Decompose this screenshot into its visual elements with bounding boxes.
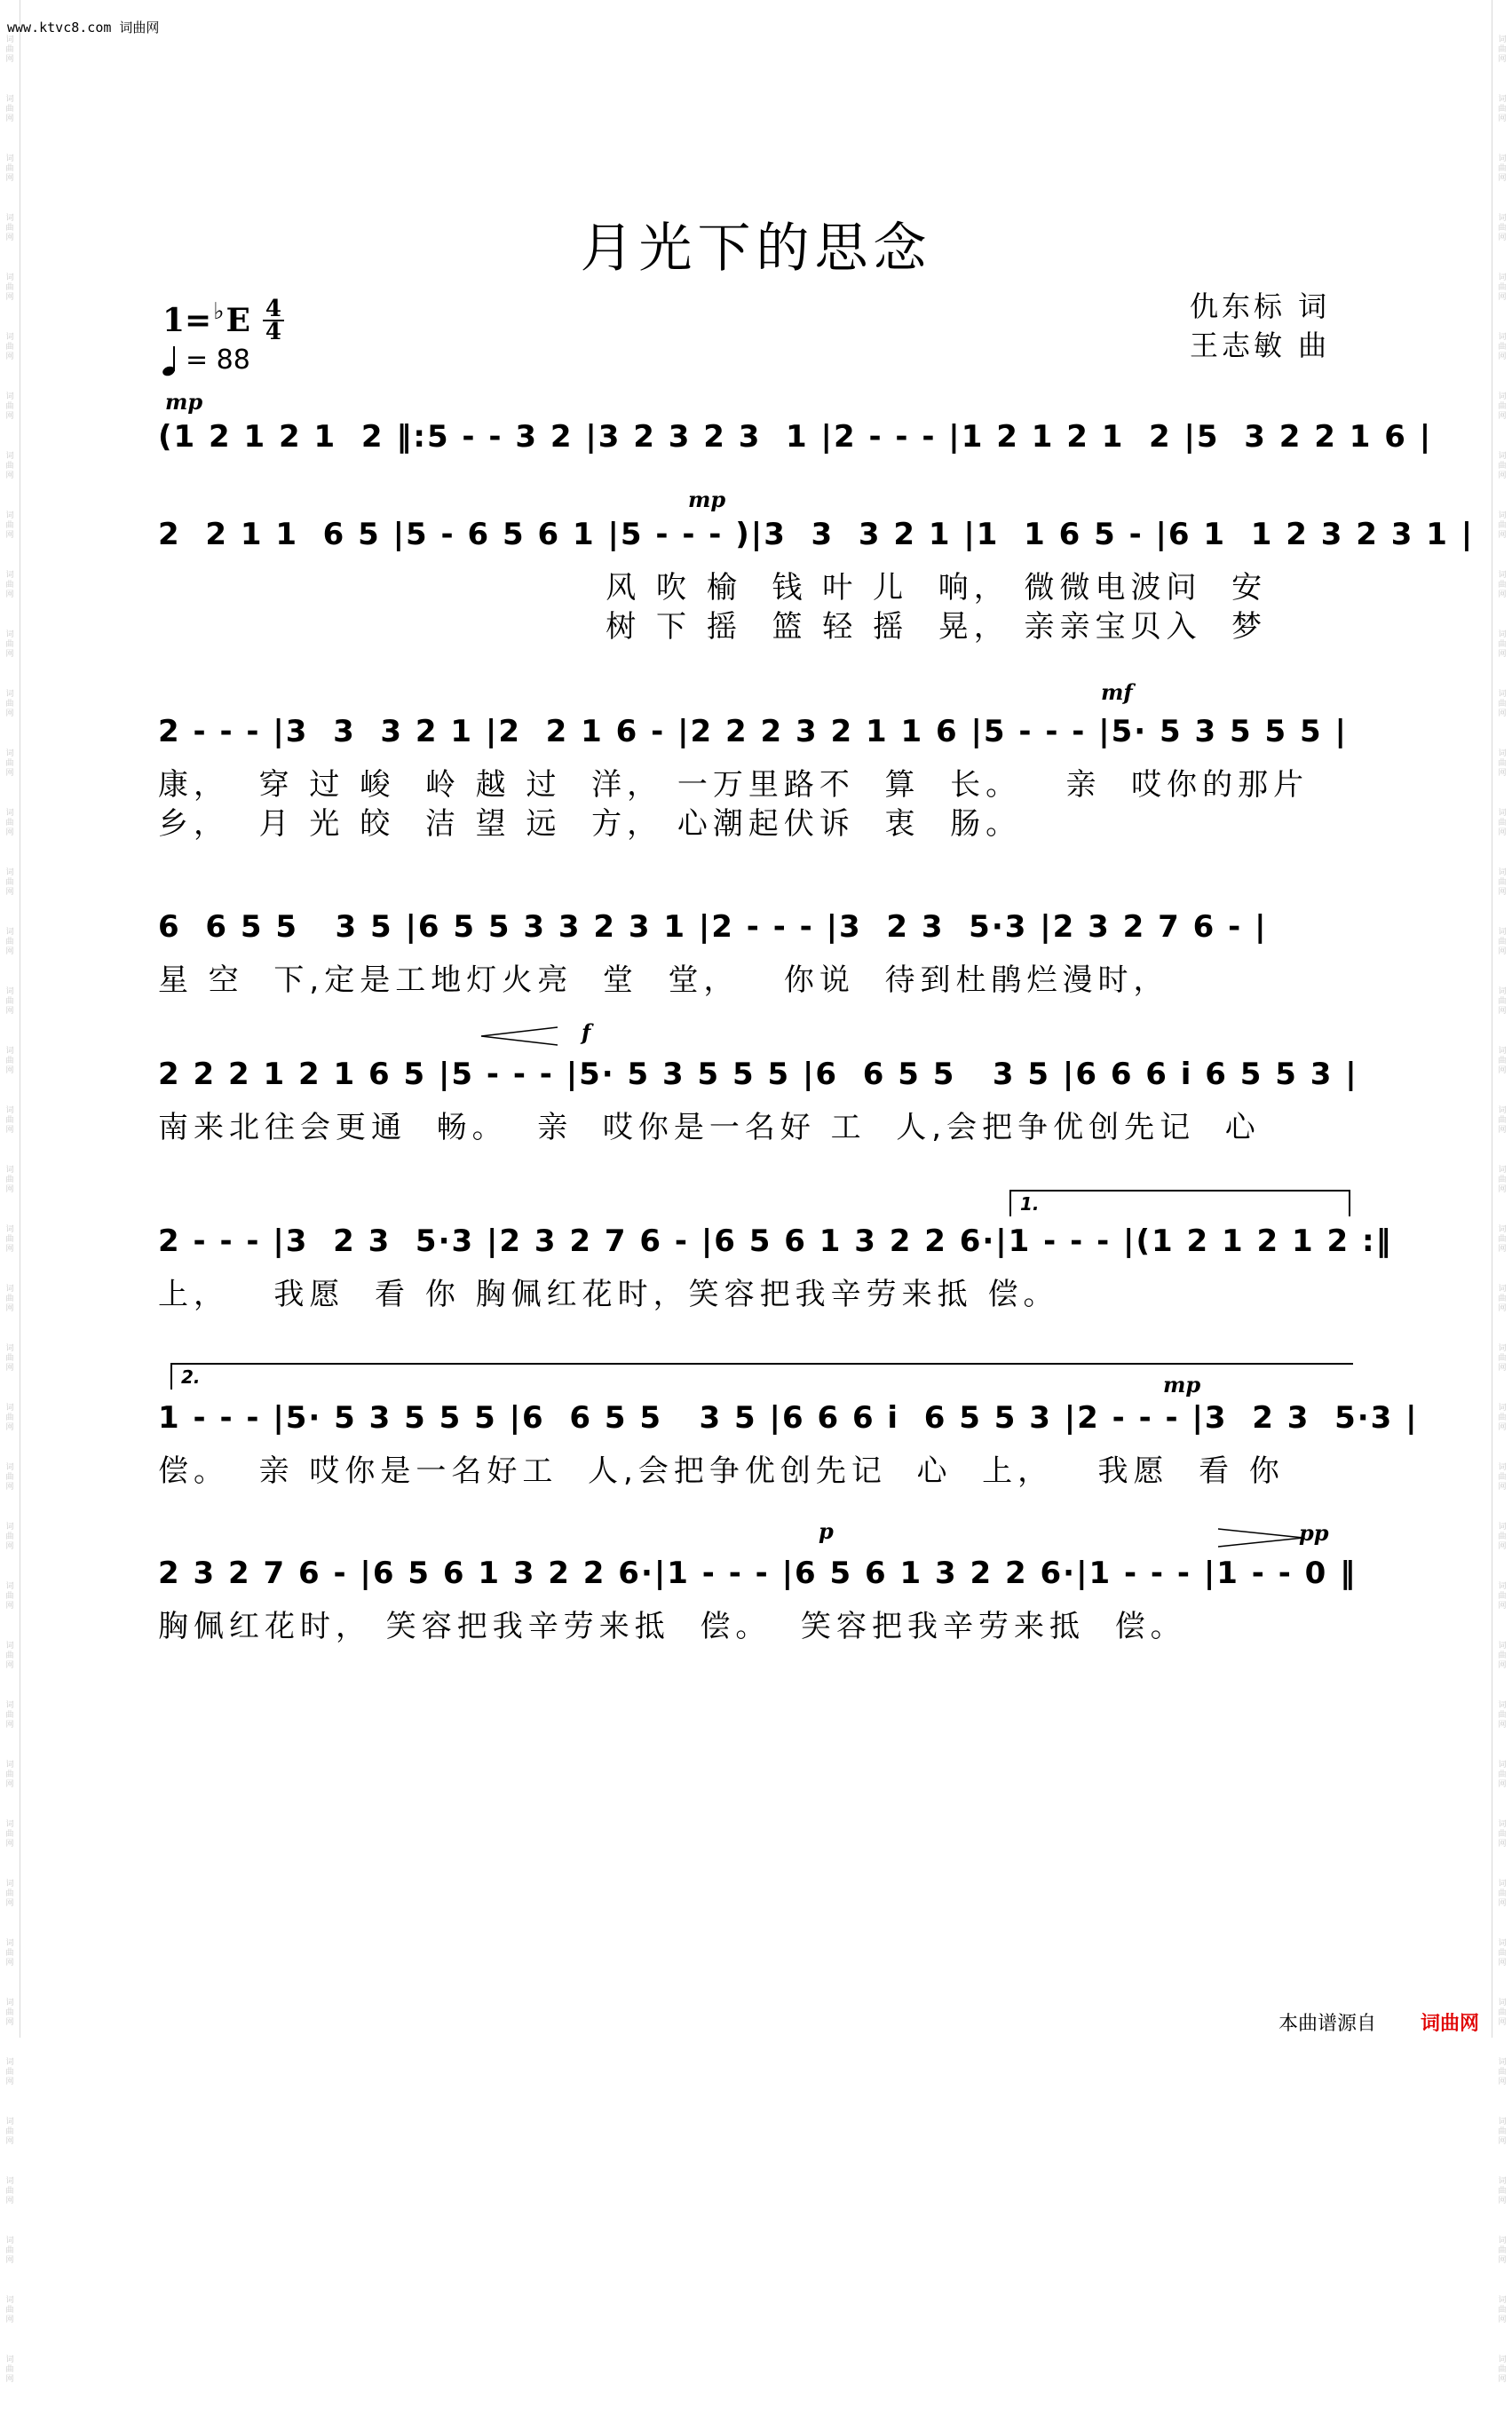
watermark-text: 词曲网 xyxy=(5,1285,14,1313)
watermark-text: 词曲网 xyxy=(5,1523,14,1551)
score-system-6 xyxy=(158,1223,1393,1314)
watermark-text: 词曲网 xyxy=(1498,1820,1507,1849)
score-system-8 xyxy=(158,1556,1358,1646)
lyric-line: 偿。 亲 哎你是一名好工 人,会把争优创先记 心 上， 我愿 看 你 xyxy=(158,1453,1285,1489)
watermark-text: 词曲网 xyxy=(5,1642,14,1670)
watermark-text: 词曲网 xyxy=(1498,1404,1507,1432)
watermark-text: 词曲网 xyxy=(5,868,14,897)
notation-line: 2 - - - |3 3 3 2 1 |2 2 1 6 - |2 2 2 3 2 1 1 6 |5 - - - |5· 5 3 5 5 5 | xyxy=(158,714,1348,749)
notation-line: 1 - - - |5· 5 3 5 5 5 |6 6 5 5 3 5 |6 6 6 i 6 5 5 3 |2 - - - |3 2 3 5·3 | xyxy=(158,1400,1419,1436)
watermark-text: 词曲网 xyxy=(5,2237,14,2265)
second-ending-bracket xyxy=(170,1363,1353,1390)
watermark-text: 词曲网 xyxy=(1498,987,1507,1016)
watermark-text: 词曲网 xyxy=(5,2177,14,2205)
second-ending-label: 2. xyxy=(181,1366,201,1388)
score-system-2 xyxy=(158,517,1475,646)
watermark-text: 词曲网 xyxy=(1498,2058,1507,2086)
time-signature-bottom: 4 xyxy=(265,319,281,345)
lyric-line: 胸佩红花时， 笑容把我辛劳来抵 偿。 笑容把我辛劳来抵 偿。 xyxy=(158,1609,1186,1644)
watermark-text: 词曲网 xyxy=(1498,749,1507,778)
watermark-text: 词曲网 xyxy=(1498,214,1507,242)
watermark-text: 词曲网 xyxy=(5,452,14,480)
watermark-text: 词曲网 xyxy=(5,1761,14,1789)
watermark-text: 词曲网 xyxy=(1498,452,1507,480)
notation-line: 2 3 2 7 6 - |6 5 6 1 3 2 2 6·|1 - - - |6 5 6 1 3 2 2 6·|1 - - - |1 - - 0 ‖ xyxy=(158,1556,1358,1591)
lyricist-credit: 仇东标 词 xyxy=(1190,289,1331,323)
dynamic-mark: mp xyxy=(688,487,726,512)
watermark-text: 词曲网 xyxy=(1498,1701,1507,1730)
watermark-text: 词曲网 xyxy=(5,2058,14,2086)
watermark-text: 词曲网 xyxy=(1498,1285,1507,1313)
notation-line: 2 2 2 1 2 1 6 5 |5 - - - |5· 5 3 5 5 5 |6 6 5 5 3 5 |6 6 6 i 6 5 5 3 | xyxy=(158,1057,1358,1092)
lyric-line: 星 空 下,定是工地灯火亮 堂 堂， 你说 待到杜鹃烂漫时， xyxy=(158,962,1169,998)
watermark-text: 词曲网 xyxy=(1498,36,1507,64)
lyric-line-verse-1: 风 吹 榆 钱 叶 儿 响， 微微电波问 安 xyxy=(158,570,1268,606)
watermark-text: 词曲网 xyxy=(5,1999,14,2027)
watermark-text: 词曲网 xyxy=(1498,2237,1507,2265)
watermark-text: 词曲网 xyxy=(5,95,14,123)
lyric-line-verse-2: 乡， 月 光 皎 洁 望 远 方， 心潮起伏诉 衷 肠。 xyxy=(158,806,1022,842)
watermark-text: 词曲网 xyxy=(1498,1999,1507,2027)
crescendo-hairpin xyxy=(479,1025,559,1047)
watermark-text: 词曲网 xyxy=(1498,630,1507,659)
decrescendo-hairpin xyxy=(1216,1527,1305,1548)
watermark-text: 词曲网 xyxy=(1498,690,1507,718)
watermark-text: 词曲网 xyxy=(5,1404,14,1432)
watermark-text: 词曲网 xyxy=(1498,2177,1507,2205)
site-header: www.ktvc8.com 词曲网 xyxy=(7,20,160,36)
watermark-text: 词曲网 xyxy=(5,571,14,599)
dynamic-mark: p xyxy=(819,1518,834,1544)
footer-site-logo: 词曲网 xyxy=(1421,2013,1480,2035)
watermark-text: 词曲网 xyxy=(1498,809,1507,837)
quarter-note-icon xyxy=(162,345,180,376)
watermark-text: 词曲网 xyxy=(1498,273,1507,302)
first-ending-bracket xyxy=(1009,1190,1350,1216)
watermark-text: 词曲网 xyxy=(5,1880,14,1908)
watermark-text: 词曲网 xyxy=(5,1344,14,1373)
score-system-4 xyxy=(158,909,1353,1000)
watermark-text: 词曲网 xyxy=(1498,2296,1507,2324)
watermark-text: 词曲网 xyxy=(5,2118,14,2146)
watermark-text: 词曲网 xyxy=(5,392,14,421)
notation-line: 2 2 1 1 6 5 |5 - 6 5 6 1 |5 - - - )|3 3 3 2 1 |1 1 6 5 - |6 1 1 2 3 2 3 1 | xyxy=(158,517,1475,552)
watermark-text: 词曲网 xyxy=(1498,154,1507,183)
notation-line: 2 - - - |3 2 3 5·3 |2 3 2 7 6 - |6 5 6 1 3 2 2 6·|1 - - - |(1 2 1 2 1 2 :‖ xyxy=(158,1223,1393,1259)
lyric-line-verse-2: 树 下 摇 篮 轻 摇 晃， 亲亲宝贝入 梦 xyxy=(158,609,1268,645)
watermark-text: 词曲网 xyxy=(5,1820,14,1849)
watermark-text: 词曲网 xyxy=(1498,868,1507,897)
watermark-text: 词曲网 xyxy=(1498,511,1507,540)
watermark-text: 词曲网 xyxy=(1498,1047,1507,1075)
watermark-text: 词曲网 xyxy=(1498,1939,1507,1968)
watermark-text: 词曲网 xyxy=(1498,333,1507,361)
dynamic-mark: mf xyxy=(1101,679,1133,705)
time-signature-top: 4 xyxy=(265,296,281,322)
watermark-text: 词曲网 xyxy=(5,1047,14,1075)
watermark-text: 词曲网 xyxy=(1498,1344,1507,1373)
watermark-text: 词曲网 xyxy=(1498,2356,1507,2384)
watermark-text: 词曲网 xyxy=(1498,1225,1507,1254)
watermark-text: 词曲网 xyxy=(5,333,14,361)
watermark-text: 词曲网 xyxy=(5,928,14,956)
lyric-line: 上， 我愿 看 你 胸佩红花时，笑容把我辛劳来抵 偿。 xyxy=(158,1277,1059,1312)
dynamic-mark: pp xyxy=(1299,1520,1329,1546)
right-watermark-strip xyxy=(1492,0,1512,2384)
watermark-text: 词曲网 xyxy=(5,1225,14,1254)
watermark-text: 词曲网 xyxy=(5,1106,14,1135)
watermark-text: 词曲网 xyxy=(5,1166,14,1194)
watermark-text: 词曲网 xyxy=(1498,1642,1507,1670)
watermark-text: 词曲网 xyxy=(5,987,14,1016)
watermark-text: 词曲网 xyxy=(5,511,14,540)
notation-line: 6 6 5 5 3 5 |6 5 5 3 3 2 3 1 |2 - - - |3 2 3 5·3 |2 3 2 7 6 - | xyxy=(158,909,1268,945)
key-letter: E xyxy=(226,302,250,339)
watermark-text: 词曲网 xyxy=(1498,2118,1507,2146)
watermark-text: 词曲网 xyxy=(1498,1523,1507,1551)
score-system-1 xyxy=(158,419,1433,455)
composer-credit: 王志敏 曲 xyxy=(1190,329,1331,362)
watermark-text: 词曲网 xyxy=(5,214,14,242)
watermark-text: 词曲网 xyxy=(5,154,14,183)
watermark-text: 词曲网 xyxy=(5,1701,14,1730)
watermark-text: 词曲网 xyxy=(1498,571,1507,599)
watermark-text: 词曲网 xyxy=(5,1582,14,1611)
watermark-text: 词曲网 xyxy=(5,1463,14,1492)
watermark-text: 词曲网 xyxy=(5,2356,14,2384)
watermark-text: 词曲网 xyxy=(5,630,14,659)
score-system-3 xyxy=(158,714,1353,843)
watermark-text: 词曲网 xyxy=(5,36,14,64)
left-watermark-strip xyxy=(0,0,20,2384)
dynamic-mark: f xyxy=(582,1019,591,1045)
footer-source-text: 本曲谱源自 xyxy=(1278,2013,1377,2035)
key-signature xyxy=(162,298,284,343)
watermark-text: 词曲网 xyxy=(5,1939,14,1968)
song-title: 月光下的思念 xyxy=(580,218,932,280)
watermark-text: 词曲网 xyxy=(1498,928,1507,956)
score-system-5 xyxy=(158,1057,1358,1147)
watermark-text: 词曲网 xyxy=(5,273,14,302)
watermark-text: 词曲网 xyxy=(5,690,14,718)
watermark-text: 词曲网 xyxy=(5,749,14,778)
tempo-value: = 88 xyxy=(186,344,250,376)
watermark-text: 词曲网 xyxy=(5,809,14,837)
watermark-text: 词曲网 xyxy=(1498,1761,1507,1789)
watermark-text: 词曲网 xyxy=(1498,95,1507,123)
watermark-text: 词曲网 xyxy=(1498,1880,1507,1908)
watermark-text: 词曲网 xyxy=(1498,1463,1507,1492)
lyric-line: 南来北往会更通 畅。 亲 哎你是一名好 工 人,会把争优创先记 心 xyxy=(158,1110,1261,1145)
dynamic-mark: mp xyxy=(1163,1372,1201,1398)
first-ending-label: 1. xyxy=(1020,1193,1040,1215)
key-prefix: 1= xyxy=(162,302,212,339)
time-signature xyxy=(263,298,284,343)
score-system-7 xyxy=(158,1400,1419,1491)
dynamic-mark: mp xyxy=(165,389,203,415)
watermark-text: 词曲网 xyxy=(5,2296,14,2324)
tempo-marking xyxy=(162,344,250,376)
flat-icon: ♭ xyxy=(213,298,225,325)
lyric-line-verse-1: 康， 穿 过 峻 岭 越 过 洋， 一万里路不 算 长。 亲 哎你的那片 xyxy=(158,767,1310,803)
watermark-text: 词曲网 xyxy=(1498,1166,1507,1194)
watermark-text: 词曲网 xyxy=(1498,1106,1507,1135)
watermark-text: 词曲网 xyxy=(1498,392,1507,421)
watermark-text: 词曲网 xyxy=(1498,1582,1507,1611)
notation-line: (1 2 1 2 1 2 ‖:5 - - 3 2 |3 2 3 2 3 1 |2 - - - |1 2 1 2 1 2 |5 3 2 2 1 6 | xyxy=(158,419,1433,455)
